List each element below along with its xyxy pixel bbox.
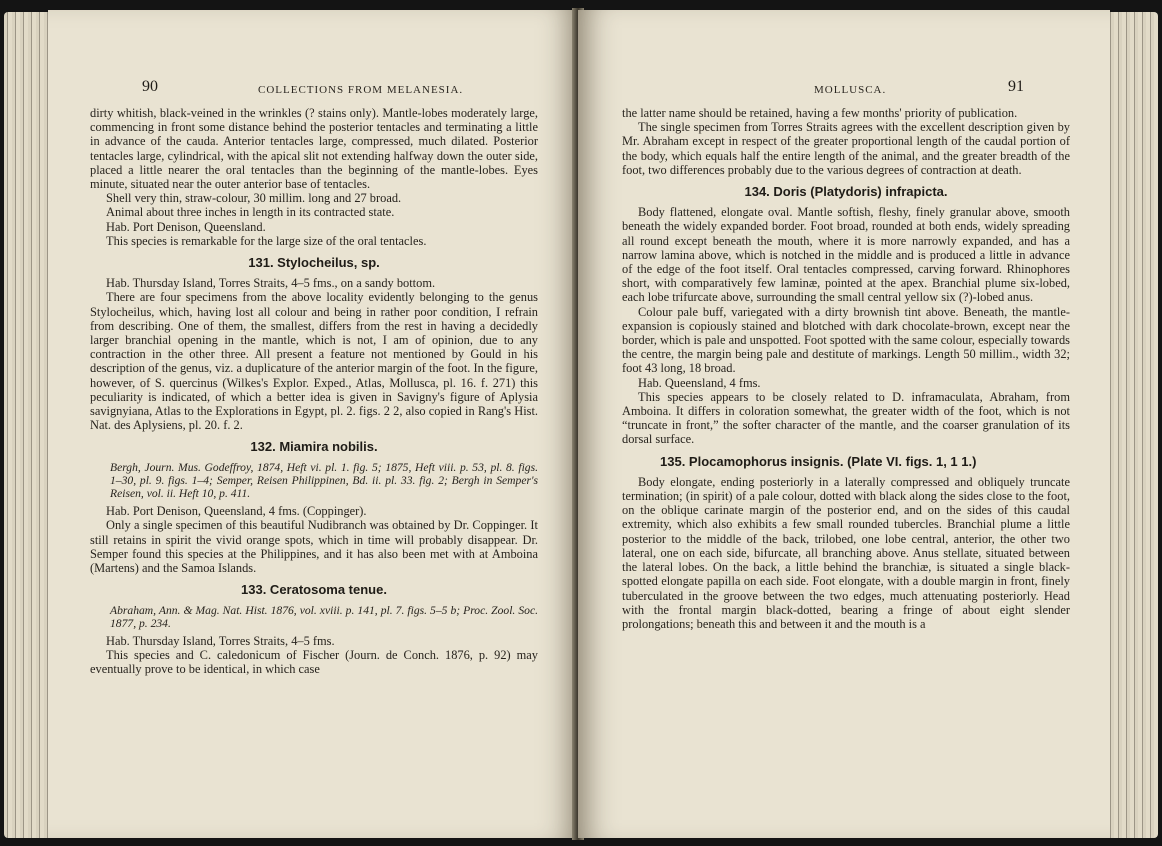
- paragraph: Hab. Port Denison, Queensland.: [106, 219, 266, 234]
- page-number-left: 90: [142, 78, 158, 95]
- paragraph: Shell very thin, straw-colour, 30 millim. long and 27 broad.: [106, 191, 402, 206]
- reference-citation: Abraham, Ann. & Mag. Nat. Hist. 1876, vol. xviii. p. 141, pl. 7. figs. 5–5 b; Proc. Zool. Soc. 1877, p. 234.: [110, 603, 538, 630]
- left-page-text: [90, 106, 538, 677]
- section-heading: 134. Doris (Platydoris) infrapicta.: [744, 184, 948, 200]
- paragraph: The single specimen from Torres Straits agrees with the excellent description given by Mr. Abraham except in respect of the greater proportional length of the caudal portion of the body, which equals half the entire length of the animal, and the greater breadth of the foot, two differences probably due to the various degrees of contraction at death.: [622, 120, 1070, 177]
- paragraph: Hab. Thursday Island, Torres Straits, 4–5 fms., on a sandy bottom.: [106, 276, 436, 291]
- paragraph: dirty whitish, black-veined in the wrinkles (? stains only). Mantle-lobes moderately large, commencing in front some distance behind the posterior tentacles and terminating a little in advance of the cauda. Anterior tentacles large, compressed, much dilated. Posterior tentacles large, cylindrical, with the apical slit not extending halfway down the outer side, placed a little nearer the oral tentacles than the beginning of the mantle-lobes. Eyes minute, situated near the outer anterior base of tentacles.: [90, 106, 538, 192]
- paragraph: This species is remarkable for the large size of the oral tentacles.: [106, 233, 427, 248]
- paragraph: Only a single specimen of this beautiful Nudibranch was obtained by Dr. Coppinger. It still retains in spirit the vivid orange spots, which in time will probably disappear. Dr. Semper found this species at the Philippines, and it has also been met with at Amboina (Martens) and the Samoa Islands.: [90, 518, 538, 576]
- paragraph: This species and C. caledonicum of Fischer (Journ. de Conch. 1876, p. 92) may eventually prove to be identical, in which case: [90, 648, 538, 677]
- paragraph: Colour pale buff, variegated with a dirty brownish tint above. Beneath, the mantle-expansion is copiously stained and blotched with dark chocolate-brown, except near the border, which is pale and unspotted. Foot spotted with the same colour, especially towards the centre, the margin being pale and destitute of markings. Length 50 millim., width 32; foot 43 long, 18 broad.: [622, 304, 1070, 376]
- running-head-left: COLLECTIONS FROM MELANESIA.: [258, 84, 464, 96]
- section-heading: 131. Stylocheilus, sp.: [248, 255, 380, 271]
- right-page-text: [622, 106, 1070, 631]
- running-head-right: MOLLUSCA.: [814, 84, 887, 96]
- section-heading: 133. Ceratosoma tenue.: [241, 582, 387, 598]
- paragraph: Hab. Queensland, 4 fms.: [638, 375, 761, 390]
- left-page: [48, 10, 578, 838]
- right-page: [578, 10, 1110, 838]
- paragraph: Body elongate, ending posteriorly in a laterally compressed and obliquely truncate termination; (in spirit) of a pale colour, dotted with black along the sides close to the foot, on the oblique carinate margin of the posterior end, and on the sides of this caudal extremity, which also exhibits a few small rounded tubercles. Branchial plume a little posterior to the middle of the back, trilobed, one lobe central, anterior, the other two lateral, one on each side, bifurcate, all branching above. Anus stellate, situated between the lateral lobes. On the back, a little behind the branchiæ, is situated a single black-spotted elongate papilla on each side. Foot elongate, with a double margin in front, finely tuberculated in the groove between the two edges, much attenuating posteriorly. Head with the frontal margin black-dotted, bearing a fringe of about eight slender prolongations; beneath this and between it and the mouth is a: [622, 474, 1070, 631]
- section-heading: 135. Plocamophorus insignis. (Plate VI. figs. 1, 1 1.): [660, 453, 977, 469]
- paragraph: Hab. Port Denison, Queensland, 4 fms. (Coppinger).: [106, 504, 367, 519]
- paragraph: Animal about three inches in length in its contracted state.: [106, 205, 395, 220]
- paragraph: There are four specimens from the above locality evidently belonging to the genus Stylocheilus, which, having lost all colour and being in rather poor condition, I refrain from describing. One of them, the smallest, differs from the rest in having a decidedly larger branchial opening in the mantle, which is not, I am of opinion, due to any contraction in the other three. All present a feature not mentioned by Gould in his description of the genus, viz. a duplicature of the anterior margin of the foot. In the figure, however, of S. quercinus (Wilkes's Explor. Exped., Atlas, Mollusca, pl. 16. f. 271) this peculiarity is indicated, of which a better idea is given in Savigny's figure of Aplysia savignyiana, Atlas to the Explorations in Egypt, pl. 2. figs. 2 2, also copied in Rang's Hist. Nat. des Aplysiens, pl. 20. f. 2.: [90, 290, 538, 433]
- paragraph: Body flattened, elongate oval. Mantle softish, fleshy, finely granular above, smooth beneath the widely expanded border. Foot broad, rounded at both ends, widely spreading all round except beneath the mouth, where it is more narrowly expanded, and has a narrow lamina above, which is notched in the middle and is produced a little in advance of the edge of the foot itself. Oral tentacles compressed, carving forward. Rhinophores short, with comparatively few laminæ, pointed at the apex. Branchial plume six-lobed, each lobe trifurcate above, surrounding the small central yellow six (?)-lobed anus.: [622, 205, 1070, 305]
- reference-citation: Bergh, Journ. Mus. Godeffroy, 1874, Heft vi. pl. 1. fig. 5; 1875, Heft viii. p. 53, pl. 8. figs. 1–30, pl. 9. figs. 1–4; Semper, Reisen Philippinen, Bd. ii. pl. 33. fig. 2; Bergh in Semper's Reisen, vol. ii. Heft 10, p. 411.: [110, 460, 538, 501]
- paragraph: Hab. Thursday Island, Torres Straits, 4–5 fms.: [106, 633, 335, 648]
- page-number-right: 91: [1008, 78, 1024, 95]
- section-heading: 132. Miamira nobilis.: [250, 439, 378, 455]
- paragraph: This species appears to be closely related to D. inframaculata, Abraham, from Amboina. It differs in coloration somewhat, the greater width of the foot, which is not “truncate in front,” the softer character of the mantle, and the coarser granulation of its dorsal surface.: [622, 389, 1070, 447]
- paragraph: the latter name should be retained, having a few months' priority of publication.: [622, 106, 1018, 120]
